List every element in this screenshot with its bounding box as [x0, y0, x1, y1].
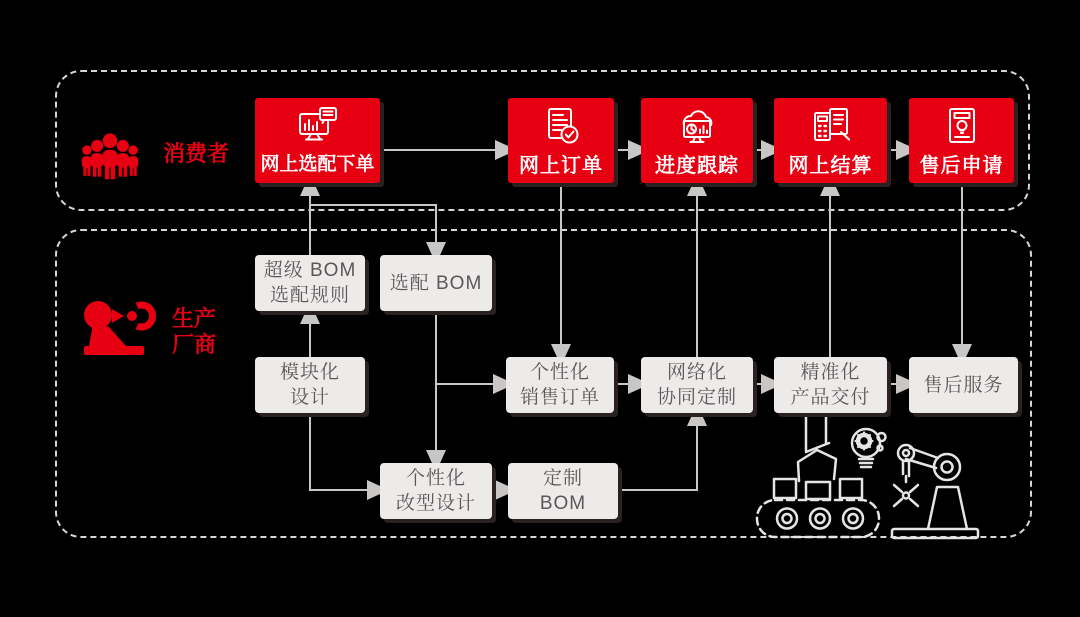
node-super-bom [255, 255, 365, 311]
manufacturer-lane-label: 生产 厂商 [172, 306, 217, 357]
node-precise-delivery [774, 357, 887, 413]
node-label-line: 设计 [289, 387, 330, 408]
node-label-line: 模块化 [279, 362, 340, 383]
node-label-line: 产品交付 [790, 387, 871, 408]
node-label-line: 选配规则 [269, 285, 350, 306]
calculator-settlement-icon [807, 106, 855, 148]
node-modular-design [255, 357, 365, 413]
node-label-line: 定制 [542, 468, 583, 489]
cloud-progress-tracking-icon [672, 106, 722, 148]
node-label-line: BOM [539, 493, 587, 514]
online-order-check-icon [538, 106, 584, 148]
after-sales-request-icon [940, 106, 984, 148]
step-after-sales-request: 售后申请 [909, 98, 1014, 183]
node-label-line: 售后服务 [923, 374, 1004, 396]
people-group-icon [80, 130, 140, 184]
node-personal-redesign [380, 463, 492, 519]
node-personal-sales-order [506, 357, 614, 413]
step-progress-tracking: 进度跟踪 [641, 98, 753, 183]
step-online-configure-order: 网上选配下单 [255, 98, 380, 183]
node-after-sales-service [909, 357, 1018, 413]
node-custom-bom [508, 463, 618, 519]
node-label-line: 协同定制 [656, 387, 737, 408]
step-online-settlement: 网上结算 [774, 98, 887, 183]
node-select-bom [380, 255, 492, 311]
node-network-collaboration [641, 357, 753, 413]
node-label-line: 改型设计 [395, 493, 476, 514]
robot-arm-icon [76, 299, 160, 356]
node-label-line: 选配 BOM [389, 272, 483, 294]
node-label-line: 销售订单 [519, 387, 600, 408]
node-label-line: 个性化 [529, 362, 590, 383]
node-label-line: 超级 BOM [263, 260, 357, 281]
node-label-line: 精准化 [800, 362, 861, 383]
node-label-line: 个性化 [405, 468, 466, 489]
step-online-order: 网上订单 [508, 98, 614, 183]
node-label-line: 网络化 [666, 362, 727, 383]
online-configure-order-icon [294, 106, 342, 148]
consumer-lane-label: 消费者 [163, 141, 230, 166]
